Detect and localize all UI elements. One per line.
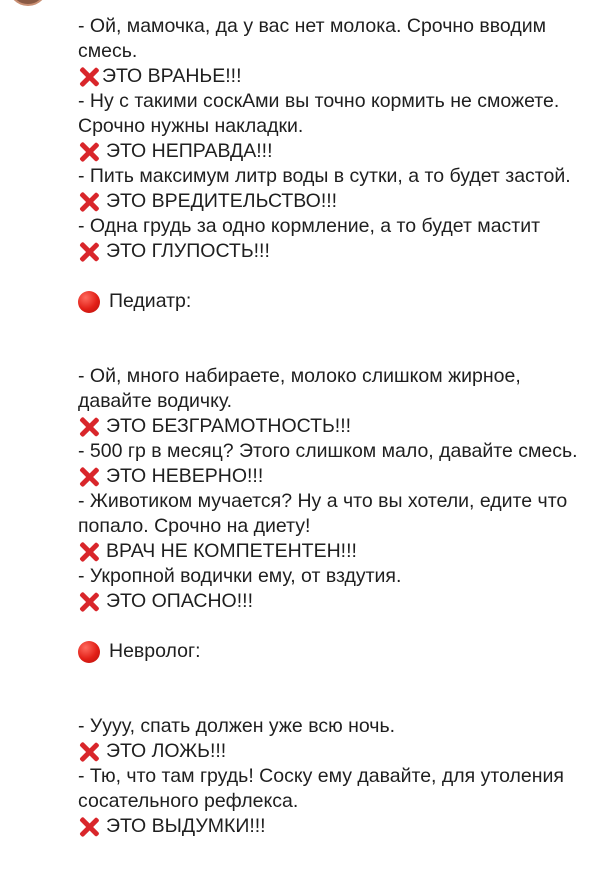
cross-mark-icon [78,591,100,613]
verdict-line [78,64,588,89]
cross-mark-icon [78,466,100,488]
cross-mark-icon [78,191,100,213]
verdict-line [78,814,588,839]
claim-text: - Ой, много набираете, молоко слишком жирное, давайте водичку. [78,365,521,412]
verdict-text: ЭТО ВРЕДИТЕЛЬСТВО!!! [106,190,338,212]
blank-line [78,314,588,339]
verdict-text: ЭТО ВРАНЬЕ!!! [102,65,242,87]
claim-text: - Одна грудь за одно кормление, а то будет мастит [78,215,541,237]
verdict-text: ЭТО НЕПРАВДА!!! [106,140,273,162]
cross-mark-icon [78,141,100,163]
verdict-line [78,414,588,439]
claim-text: - Уууу, спать должен уже всю ночь. [78,715,396,737]
blank-line [78,339,588,364]
claim-text: - Тю, что там грудь! Соску ему давайте, для утоления сосательного рефлекса. [78,765,564,812]
claim-text: - Пить максимум литр воды в сутки, а то будет застой. [78,165,571,187]
claim-text: - Ой, мамочка, да у вас нет молока. Срочно вводим смесь. [78,15,546,62]
red-circle-icon [78,641,100,663]
verdict-line [78,139,588,164]
verdict-line [78,739,588,764]
verdict-line [78,189,588,214]
verdict-text: ЭТО ЛОЖЬ!!! [106,740,227,762]
cross-mark-icon [78,66,100,88]
verdict-text: ВРАЧ НЕ КОМПЕТЕНТЕН!!! [106,540,357,562]
verdict-text: ЭТО БЕЗГРАМОТНОСТЬ!!! [106,415,352,437]
section-heading-neurologist [78,639,588,664]
verdict-text: ЭТО ОПАСНО!!! [106,590,253,612]
cross-mark-icon [78,241,100,263]
blank-line [78,264,588,289]
blank-line [78,689,588,714]
cross-mark-icon [78,541,100,563]
verdict-line [78,539,588,564]
verdict-text: ЭТО НЕВЕРНО!!! [106,465,264,487]
blank-line [78,614,588,639]
claim-text: - 500 гр в месяц? Этого слишком мало, давайте смесь. [78,440,578,462]
blank-line [78,664,588,689]
cross-mark-icon [78,816,100,838]
claim-text: - Ну с такими соскАми вы точно кормить не сможете. Срочно нужны накладки. [78,90,560,137]
verdict-line [78,589,588,614]
verdict-line [78,464,588,489]
verdict-text: ЭТО ГЛУПОСТЬ!!! [106,240,270,262]
avatar[interactable] [8,0,48,6]
post-body [78,14,588,839]
section-heading-text: Педиатр: [109,290,192,312]
section-heading-pediatrician [78,289,588,314]
cross-mark-icon [78,416,100,438]
claim-text: - Укропной водички ему, от вздутия. [78,565,402,587]
cross-mark-icon [78,741,100,763]
verdict-line [78,239,588,264]
section-heading-text: Невролог: [109,640,201,662]
red-circle-icon [78,291,100,313]
claim-text: - Животиком мучается? Ну а что вы хотели, едите что попало. Срочно на диету! [78,490,568,537]
verdict-text: ЭТО ВЫДУМКИ!!! [106,815,266,837]
